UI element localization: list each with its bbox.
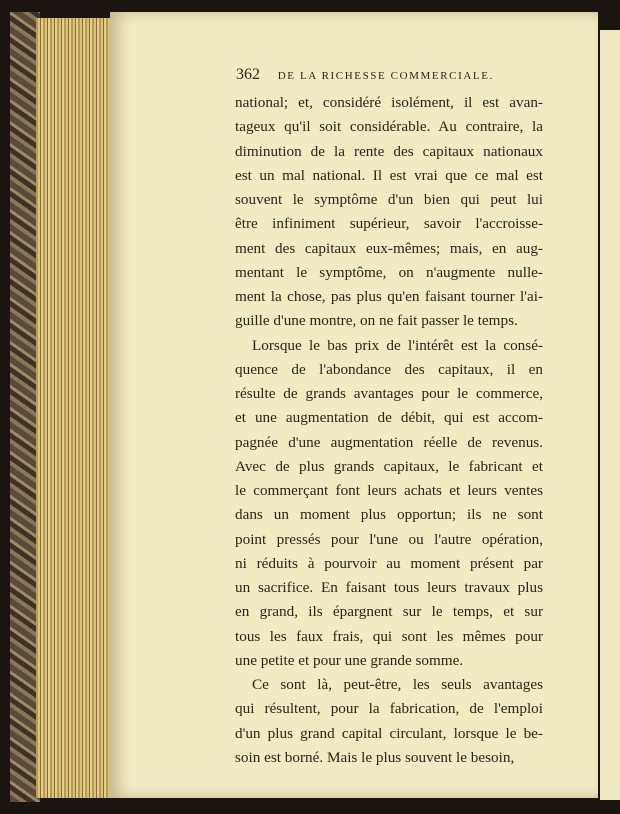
text-line: tageux qu'il soit considérable. Au contraire, la [235,118,543,136]
text-line: Avec de plus grands capitaux, le fabricant et [235,457,543,475]
text-line: une petite et pour une grande somme. [235,651,464,669]
page-block-edges [36,18,112,798]
running-header [236,66,546,84]
text-line: d'un plus grand capital circulant, lorsque le be- [235,724,543,742]
text-line: guille d'une montre, on ne fait passer le temps. [235,312,518,330]
text-line: résulte de grands avantages pour le commerce, [235,385,543,402]
text-line: diminution de la rente des capitaux nationaux [235,142,543,160]
text-line: quence de l'abondance des capitaux, il en [235,360,543,378]
body-text [235,91,543,770]
text-line: souvent le symptôme d'un bien qui peut lui [235,191,543,208]
text-line: est un mal national. Il est vrai que ce mal est [235,166,543,184]
text-line: Ce sont là, peut-être, les seuls avantages [252,676,543,693]
text-line: pagnée d'une augmentation réelle de revenus. [235,433,543,451]
running-title: DE LA RICHESSE COMMERCIALE. [277,70,494,82]
text-line: point pressés pour l'une ou l'autre opération, [235,530,543,548]
text-line: ni réduits à pourvoir au moment présent par [235,554,543,572]
text-line: national; et, considéré isolément, il est avan- [235,94,543,111]
text-line: Lorsque le bas prix de l'intérêt est la consé- [252,336,543,354]
text-line: en grand, ils épargnent sur le temps, et sur [235,603,543,621]
text-line: le commerçant font leurs achats et leurs ventes [235,482,543,499]
text-line: dans un moment plus opportun; ils ne sont [235,506,543,524]
text-line: qui résultent, pour la fabrication, de l'emploi [235,700,543,718]
facing-page-edge [600,30,620,800]
text-line: un sacrifice. En faisant tous leurs travaux plus [235,579,543,596]
text-line: ment la chose, pas plus qu'en faisant tourner l'ai- [235,288,543,305]
page-number: 362 [236,66,260,83]
text-line: ment des capitaux eux-mêmes; mais, en aug- [235,239,543,257]
text-line: soin est borné. Mais le plus souvent le besoin, [235,748,515,766]
text-line: et une augmentation de débit, qui est accom- [235,409,543,427]
text-line: être infiniment supérieur, savoir l'accroisse- [235,215,543,233]
text-line: tous les faux frais, qui sont les mêmes pour [235,627,543,645]
text-line: mentant le symptôme, on n'augmente nulle- [235,263,543,281]
